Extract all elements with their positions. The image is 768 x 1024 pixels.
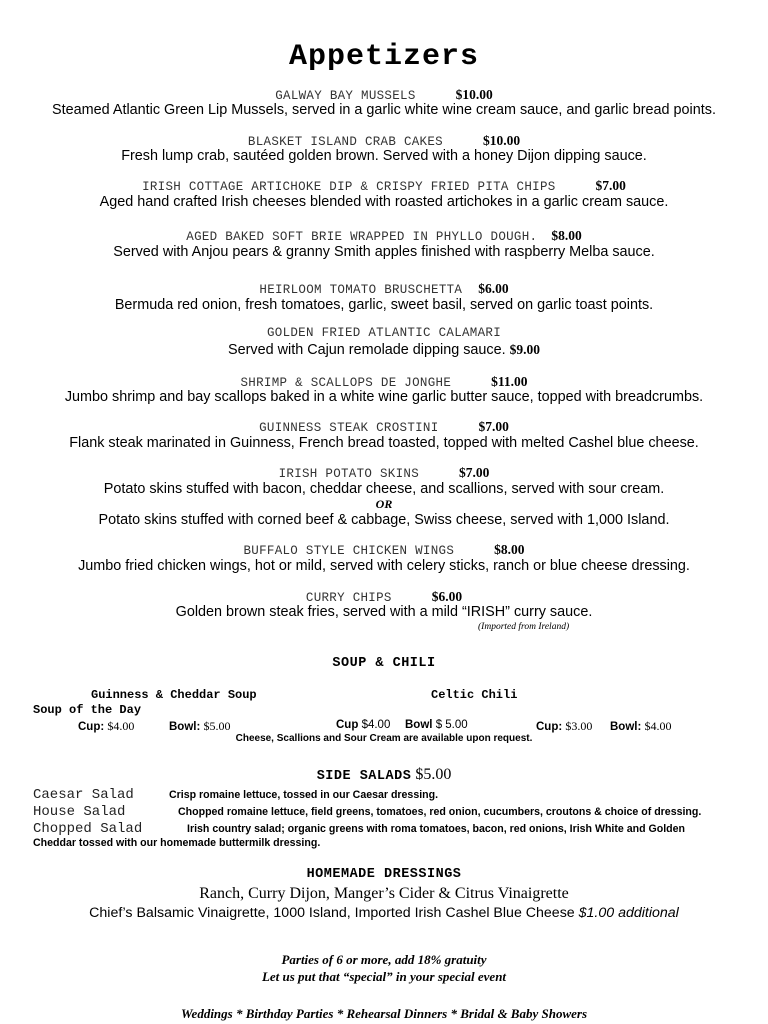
soup-note: Cheese, Scallions and Sour Cream are available upon request. (235, 733, 533, 744)
menu-item-description: Potato skins stuffed with corned beef & cabbage, Swiss cheese, served with 1,000 Island. (98, 512, 670, 528)
soup-name: Soup of the Day (33, 703, 142, 717)
gratuity-note: Parties of 6 or more, add 18% gratuity (281, 952, 487, 967)
salad-description: Chopped romaine lettuce, field greens, tomatoes, red onion, cucumbers, croutons & choice of dressing. (178, 806, 702, 818)
dressing-surcharge: $1.00 additional (578, 905, 679, 921)
menu-item-description: Served with Anjou pears & granny Smith apples finished with raspberry Melba sauce. (113, 244, 655, 260)
menu-item-price: $6.00 (431, 589, 463, 604)
menu-item-price: $10.00 (482, 133, 521, 148)
menu-item-price: $9.00 (509, 342, 540, 357)
soup-price-line: Cup: $3.00 (536, 719, 593, 733)
section-heading: HOMEMADE DRESSINGS (306, 867, 462, 882)
menu-item-name: BUFFALO STYLE CHICKEN WINGS $8.00 (243, 542, 525, 558)
soup-name: Guinness & Cheddar Soup (91, 688, 257, 702)
menu-item-description: Served with Cajun remolade dipping sauce. $9.00 (228, 342, 540, 358)
menu-item-description: Aged hand crafted Irish cheeses blended with roasted artichokes in a garlic cream sauce. (99, 194, 669, 210)
salad-name: Caesar Salad (33, 787, 134, 803)
menu-item-note: (Imported from Ireland) (478, 622, 570, 632)
salad-description: Cheddar tossed with our homemade buttermilk dressing. (33, 837, 321, 849)
salad-description: Irish country salad; organic greens with roma tomatoes, bacon, red onions, Irish White and Golden (187, 823, 685, 835)
soup-price-line: Bowl: $5.00 (169, 719, 231, 733)
menu-item-price: $10.00 (455, 87, 493, 102)
menu-item-price: $6.00 (478, 281, 509, 296)
special-event-note: Let us put that “special” in your special event (261, 969, 507, 984)
salad-name: House Salad (33, 804, 126, 820)
menu-item-name: GALWAY BAY MUSSELS $10.00 (275, 87, 493, 103)
menu-item-description: Golden brown steak fries, served with a mild “IRISH” curry sauce. (175, 604, 593, 620)
menu-item-description: Bermuda red onion, fresh tomatoes, garlic, sweet basil, served on garlic toast points. (114, 297, 654, 313)
section-heading: SIDE SALADS $5.00 (316, 766, 452, 784)
page-title: Appetizers (288, 40, 480, 74)
menu-item-name: AGED BAKED SOFT BRIE WRAPPED IN PHYLLO DOUGH. $8.00 (186, 228, 582, 244)
soup-price-line: Cup: $4.00 (78, 719, 135, 733)
salad-name: Chopped Salad (33, 821, 143, 837)
menu-item-price: $7.00 (459, 465, 490, 480)
menu-item-description: Potato skins stuffed with bacon, cheddar cheese, and scallions, served with sour cream. (103, 481, 665, 497)
or-separator: OR (375, 497, 393, 511)
section-price: $5.00 (415, 766, 452, 783)
menu-item-price: $7.00 (478, 419, 509, 434)
dressing-list: Chief’s Balsamic Vinaigrette, 1000 Island, Imported Irish Cashel Blue Cheese $1.00 additional (89, 905, 679, 921)
section-heading: SOUP & CHILI (332, 656, 436, 671)
menu-item-description: Jumbo shrimp and bay scallops baked in a white wine garlic butter sauce, topped with breadcrumbs. (64, 389, 704, 405)
soup-price-line: Cup $4.00 (336, 719, 391, 731)
menu-item-price: $8.00 (494, 542, 525, 557)
menu-item-description: Flank steak marinated in Guinness, French bread toasted, topped with melted Cashel blue cheese. (69, 435, 699, 451)
menu-item-name: IRISH COTTAGE ARTICHOKE DIP & CRISPY FRIED PITA CHIPS $7.00 (142, 178, 626, 194)
menu-item-name: BLASKET ISLAND CRAB CAKES $10.00 (247, 133, 521, 149)
menu-item-name: CURRY CHIPS $6.00 (305, 589, 463, 605)
menu-item-name: IRISH POTATO SKINS $7.00 (278, 465, 490, 481)
menu-item-price: $7.00 (595, 178, 626, 193)
soup-price-line: Bowl: $4.00 (610, 719, 672, 733)
menu-item-description: Jumbo fried chicken wings, hot or mild, served with celery sticks, ranch or blue cheese dressing. (78, 558, 690, 574)
menu-item-name: GUINNESS STEAK CROSTINI $7.00 (259, 419, 509, 435)
dressing-list: Ranch, Curry Dijon, Manger’s Cider & Citrus Vinaigrette (199, 885, 569, 902)
menu-item-description: Steamed Atlantic Green Lip Mussels, served in a garlic white wine cream sauce, and garlic bread points. (52, 102, 716, 118)
menu-item-name: GOLDEN FRIED ATLANTIC CALAMARI (266, 326, 502, 340)
soup-name: Celtic Chili (431, 688, 518, 702)
menu-item-price: $11.00 (491, 374, 528, 389)
soup-price-line: Bowl $ 5.00 (405, 719, 468, 731)
menu-item-price: $8.00 (551, 228, 582, 243)
salad-description: Crisp romaine lettuce, tossed in our Caesar dressing. (169, 789, 439, 801)
menu-item-name: SHRIMP & SCALLOPS DE JONGHE $11.00 (240, 374, 528, 390)
menu-item-description: Fresh lump crab, sautéed golden brown. Served with a honey Dijon dipping sauce. (121, 148, 647, 164)
event-types: Weddings * Birthday Parties * Rehearsal Dinners * Bridal & Baby Showers (180, 1006, 588, 1021)
menu-item-name: HEIRLOOM TOMATO BRUSCHETTA $6.00 (259, 281, 509, 297)
